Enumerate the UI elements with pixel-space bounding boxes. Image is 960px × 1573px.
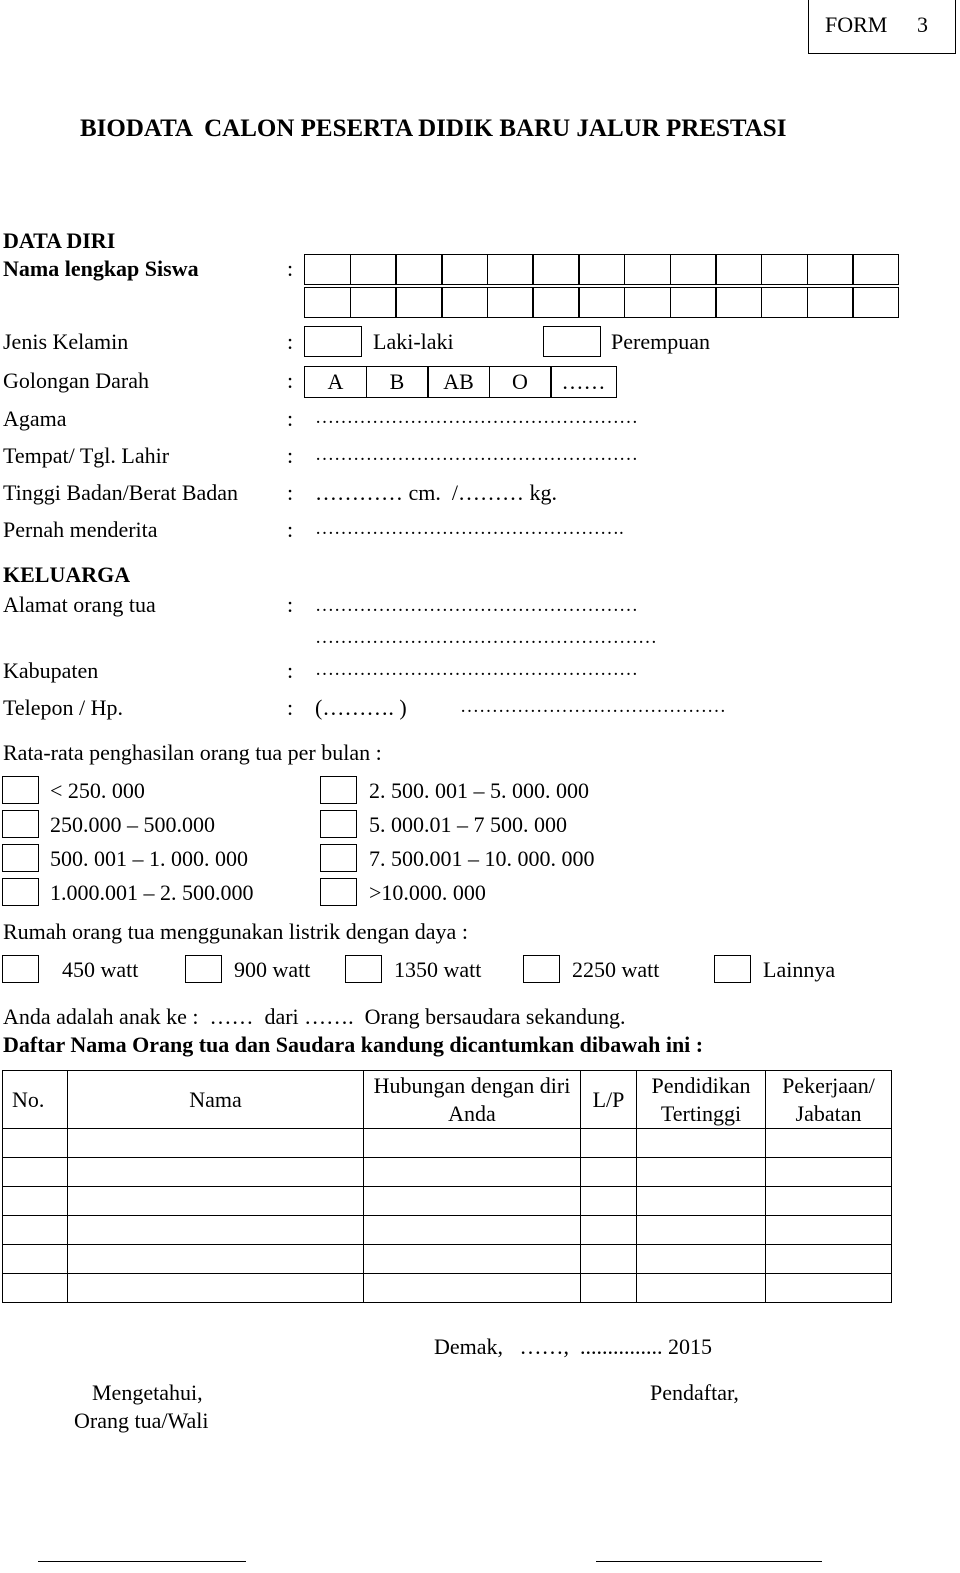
income-option-label: 500. 001 – 1. 000. 000 <box>50 846 248 871</box>
section-data-diri: DATA DIRI <box>3 228 116 253</box>
income-option-label: 1.000.001 – 2. 500.000 <box>50 880 254 905</box>
phone-number-field[interactable]: …………………………………… <box>460 696 726 717</box>
gender-female-checkbox[interactable] <box>543 326 601 357</box>
name-cell[interactable] <box>395 254 442 285</box>
income-checkbox[interactable] <box>2 844 39 872</box>
illness-label: Pernah menderita <box>3 517 158 542</box>
regency-colon: : <box>287 658 294 683</box>
electricity-checkbox[interactable] <box>523 955 560 983</box>
blood-options[interactable] <box>304 366 616 398</box>
income-option-label: 7. 500.001 – 10. 000. 000 <box>369 846 595 871</box>
blood-option-a[interactable]: A <box>304 366 367 398</box>
income-checkbox[interactable] <box>2 810 39 838</box>
signature-line-parent <box>38 1561 246 1562</box>
income-option-label: 2. 500. 001 – 5. 000. 000 <box>369 778 589 803</box>
name-cell[interactable] <box>350 254 397 285</box>
family-list-heading: Daftar Nama Orang tua dan Saudara kandung dicantumkan dibawah ini : <box>3 1032 704 1057</box>
electricity-option-label: 900 watt <box>234 957 311 982</box>
signature-left-line-2: Orang tua/Wali <box>74 1408 209 1433</box>
name-cell[interactable] <box>441 287 488 318</box>
blood-option-b[interactable]: B <box>366 366 429 398</box>
page-title: BIODATA CALON PESERTA DIDIK BARU JALUR PRESTASI <box>80 115 787 142</box>
gender-female-label: Perempuan <box>611 329 710 354</box>
income-checkbox[interactable] <box>320 810 357 838</box>
blood-colon: : <box>287 368 294 393</box>
sibling-text: Anda adalah anak ke : …… dari ……. Orang bersaudara sekandung. <box>3 1004 626 1029</box>
form-number: 3 <box>917 12 928 37</box>
electricity-checkbox[interactable] <box>345 955 382 983</box>
name-cell[interactable] <box>852 254 899 285</box>
name-cell[interactable] <box>487 287 534 318</box>
phone-label: Telepon / Hp. <box>3 695 124 720</box>
name-cell[interactable] <box>852 287 899 318</box>
table-row[interactable] <box>3 1274 892 1303</box>
name-cells-row-1[interactable] <box>304 254 898 285</box>
gender-label: Jenis Kelamin <box>3 329 129 354</box>
regency-label: Kabupaten <box>3 658 99 683</box>
name-cell[interactable] <box>532 287 579 318</box>
name-cell[interactable] <box>578 254 625 285</box>
religion-field[interactable]: …………………………………………… <box>315 407 638 428</box>
income-option-label: 250.000 – 500.000 <box>50 812 215 837</box>
header-no: No. <box>3 1071 68 1129</box>
electricity-option-label: Lainnya <box>763 957 836 982</box>
electricity-checkbox[interactable] <box>185 955 222 983</box>
header-relation: Hubungan dengan diri Anda <box>364 1071 581 1129</box>
income-option-label: >10.000. 000 <box>369 880 486 905</box>
blood-option-ab[interactable]: AB <box>427 366 490 398</box>
form-label-box <box>808 0 956 54</box>
name-cell[interactable] <box>304 287 351 318</box>
name-colon: : <box>287 256 294 281</box>
religion-colon: : <box>287 406 294 431</box>
height-weight-field[interactable]: ………… cm. /……… kg. <box>315 480 557 505</box>
electricity-label: Rumah orang tua menggunakan listrik dengan daya : <box>3 919 468 944</box>
signature-line-applicant <box>596 1561 822 1562</box>
income-option-label: 5. 000.01 – 7 500. 000 <box>369 812 567 837</box>
electricity-option-label: 450 watt <box>62 957 139 982</box>
name-cell[interactable] <box>304 254 351 285</box>
income-option-label: < 250. 000 <box>50 778 145 803</box>
name-cell[interactable] <box>761 287 808 318</box>
table-row[interactable] <box>3 1129 892 1158</box>
signature-left-line-1: Mengetahui, <box>92 1380 203 1405</box>
illness-field[interactable]: …………………………………………. <box>315 518 624 539</box>
address-label: Alamat orang tua <box>3 592 156 617</box>
name-cell[interactable] <box>807 287 854 318</box>
gender-male-label: Laki-laki <box>373 329 454 354</box>
table-row[interactable] <box>3 1187 892 1216</box>
place-date: Demak, ……, ............... 2015 <box>434 1334 713 1359</box>
header-name: Nama <box>68 1071 364 1129</box>
birth-label: Tempat/ Tgl. Lahir <box>3 443 170 468</box>
illness-colon: : <box>287 517 294 542</box>
family-table <box>2 1070 892 1303</box>
income-checkbox[interactable] <box>320 776 357 804</box>
section-keluarga: KELUARGA <box>3 562 131 587</box>
income-checkbox[interactable] <box>2 878 39 906</box>
name-cell[interactable] <box>395 287 442 318</box>
height-weight-label: Tinggi Badan/Berat Badan <box>3 480 239 505</box>
gender-colon: : <box>287 329 294 354</box>
name-cell[interactable] <box>578 287 625 318</box>
header-gender: L/P <box>581 1071 637 1129</box>
phone-colon: : <box>287 695 294 720</box>
height-weight-colon: : <box>287 480 294 505</box>
table-header-row <box>3 1071 892 1129</box>
name-cell[interactable] <box>670 287 717 318</box>
blood-label: Golongan Darah <box>3 368 150 393</box>
birth-field[interactable]: …………………………………………… <box>315 444 638 465</box>
name-cell[interactable] <box>350 287 397 318</box>
birth-colon: : <box>287 443 294 468</box>
name-cell[interactable] <box>715 287 762 318</box>
name-cell[interactable] <box>715 254 762 285</box>
name-cell[interactable] <box>532 254 579 285</box>
income-checkbox[interactable] <box>320 878 357 906</box>
electricity-option-label: 2250 watt <box>572 957 660 982</box>
table-row[interactable] <box>3 1216 892 1245</box>
electricity-option-label: 1350 watt <box>394 957 482 982</box>
income-checkbox[interactable] <box>2 776 39 804</box>
income-label: Rata-rata penghasilan orang tua per bulan : <box>3 740 382 765</box>
religion-label: Agama <box>3 406 67 431</box>
phone-area-code-field[interactable]: (………. ) <box>315 695 407 720</box>
signature-right-line-1: Pendaftar, <box>650 1380 739 1405</box>
name-cell[interactable] <box>624 254 671 285</box>
form-label: FORM <box>825 12 888 37</box>
name-cell[interactable] <box>487 254 534 285</box>
blood-option-other[interactable]: …… <box>550 366 617 398</box>
header-occupation: Pekerjaan/ Jabatan <box>766 1071 892 1129</box>
electricity-checkbox[interactable] <box>714 955 751 983</box>
address-line-1[interactable]: …………………………………………… <box>315 595 638 616</box>
table-row[interactable] <box>3 1158 892 1187</box>
address-colon: : <box>287 592 294 617</box>
electricity-checkbox[interactable] <box>2 955 39 983</box>
blood-option-o[interactable]: O <box>489 366 552 398</box>
address-line-2[interactable]: ……………………………………………… <box>315 627 657 648</box>
table-row[interactable] <box>3 1245 892 1274</box>
header-education: Pendidikan Tertinggi <box>637 1071 766 1129</box>
name-cells-row-2[interactable] <box>304 287 898 318</box>
name-cell[interactable] <box>761 254 808 285</box>
regency-field[interactable]: …………………………………………… <box>315 659 638 680</box>
name-cell[interactable] <box>807 254 854 285</box>
gender-male-checkbox[interactable] <box>304 326 362 357</box>
name-cell[interactable] <box>624 287 671 318</box>
name-cell[interactable] <box>670 254 717 285</box>
name-cell[interactable] <box>441 254 488 285</box>
name-label: Nama lengkap Siswa <box>3 256 199 281</box>
income-checkbox[interactable] <box>320 844 357 872</box>
